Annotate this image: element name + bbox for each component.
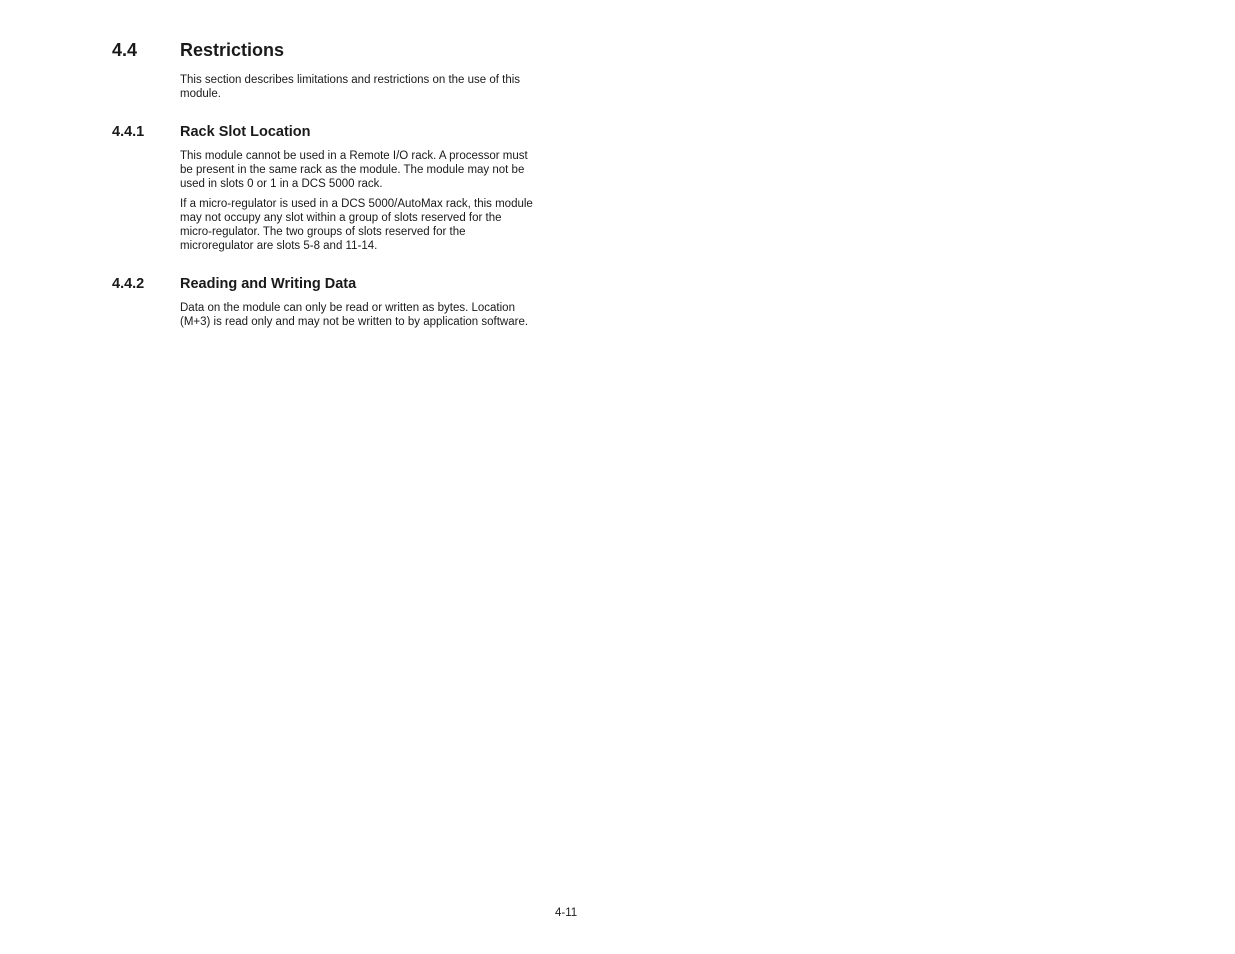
- subsection-number: 4.4.2: [112, 276, 145, 292]
- paragraph-line: microregulator are slots 5-8 and 11-14.: [180, 240, 378, 252]
- paragraph-line: be present in the same rack as the module. The module may not be: [180, 164, 525, 176]
- section-intro-paragraph: [180, 73, 570, 101]
- body-paragraph: [180, 301, 570, 329]
- subsection-title: Reading and Writing Data: [180, 276, 357, 292]
- paragraph-line: module.: [180, 88, 221, 100]
- section-title: Restrictions: [180, 40, 285, 60]
- body-paragraph: [180, 197, 570, 253]
- paragraph-line: If a micro-regulator is used in a DCS 5000/AutoMax rack, this module: [180, 198, 533, 210]
- paragraph-line: Data on the module can only be read or written as bytes. Location: [180, 302, 515, 314]
- subsection-number: 4.4.1: [112, 124, 145, 140]
- page-number: 4-11: [555, 907, 578, 919]
- paragraph-line: micro-regulator. The two groups of slots reserved for the: [180, 226, 466, 238]
- section-number: 4.4: [112, 40, 138, 60]
- body-paragraph: [180, 149, 570, 191]
- paragraph-line: This section describes limitations and restrictions on the use of this: [180, 74, 521, 86]
- subsection-title: Rack Slot Location: [180, 124, 311, 140]
- paragraph-line: may not occupy any slot within a group of slots reserved for the: [180, 212, 502, 224]
- paragraph-line: This module cannot be used in a Remote I/O rack. A processor must: [180, 150, 528, 162]
- paragraph-line: used in slots 0 or 1 in a DCS 5000 rack.: [180, 178, 383, 190]
- paragraph-line: (M+3) is read only and may not be written to by application software.: [180, 316, 529, 328]
